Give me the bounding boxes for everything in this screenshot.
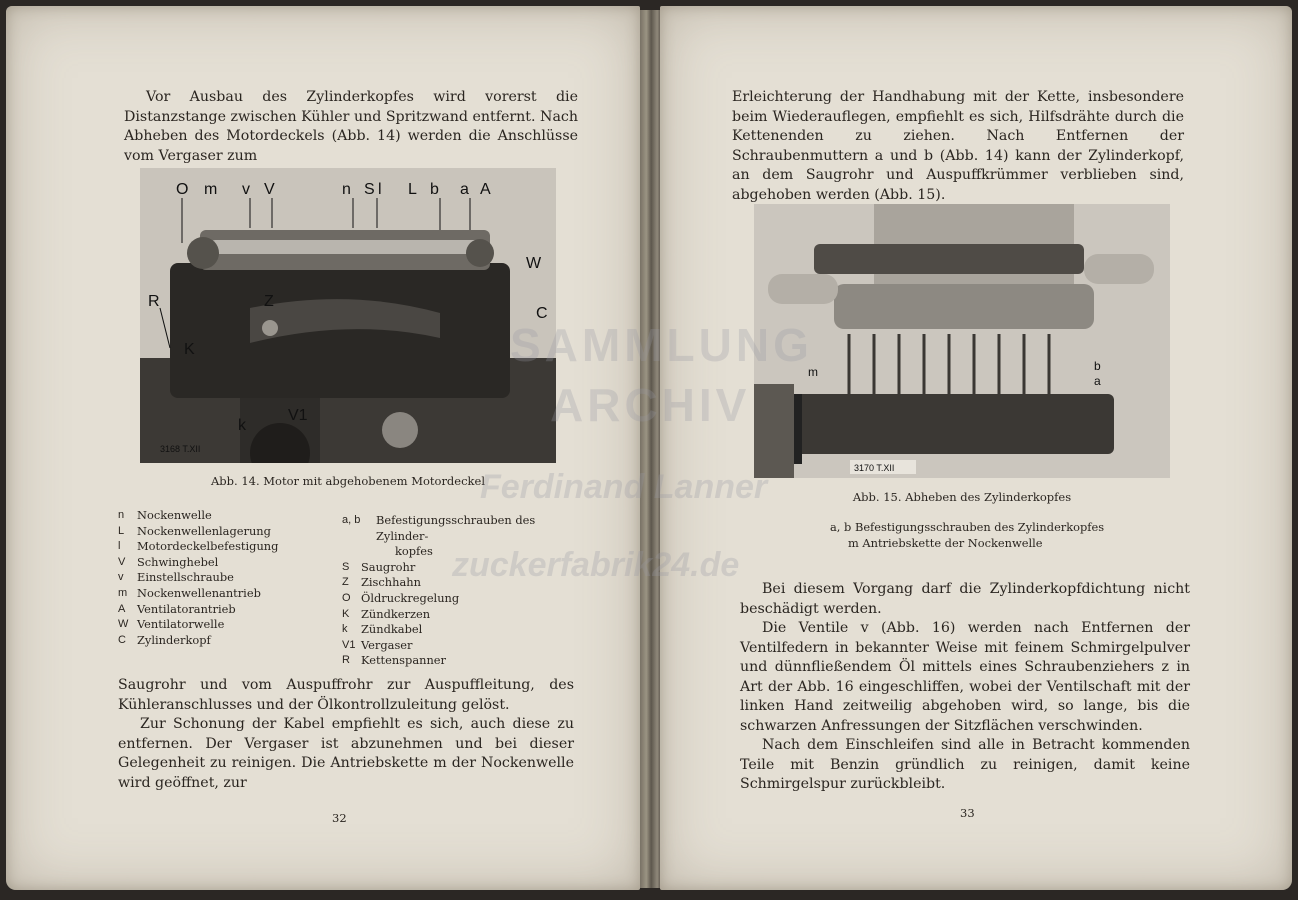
watermark-line-2: ARCHIV	[550, 379, 751, 431]
label-v: v	[242, 181, 250, 198]
legend-key: V1	[342, 638, 356, 651]
cylinder-head-illustration	[754, 204, 1170, 478]
legend-text: Motordeckelbefestigung	[137, 539, 279, 554]
legend-key: L	[118, 524, 125, 537]
label-m: m	[808, 365, 818, 379]
legend-item	[118, 617, 318, 633]
legend-key: m	[118, 586, 128, 599]
legend-key: C	[118, 633, 126, 646]
engine-photo	[140, 168, 556, 463]
legend-item	[118, 586, 318, 602]
legend-text: Ventilatorwelle	[137, 617, 225, 632]
label-b: b	[1094, 359, 1101, 373]
legend-text: Öldruckregelung	[361, 590, 460, 605]
watermark-line-4: zuckerfabrik24.de	[452, 546, 740, 584]
label-k: k	[238, 417, 246, 434]
right-page	[660, 6, 1292, 890]
legend-key: K	[342, 607, 350, 620]
label-a: a	[460, 181, 469, 198]
label-a: a	[1094, 374, 1101, 388]
legend-item	[118, 508, 318, 524]
left-paragraph-1: Vor Ausbau des Zylinderkopfes wird vorerst die Distanzstange zwischen Kühler und Spritzwand entfernt. Nach Abheben des Motordeckels (Abb. 14) werden die Anschlüsse vom Vergaser zum	[124, 89, 578, 164]
legend-text: Zylinderkopf	[137, 632, 211, 647]
legend-key: A	[118, 602, 126, 615]
legend-item	[118, 602, 318, 618]
figure-14-caption: Abb. 14. Motor mit abgehobenem Motordeckel	[211, 474, 485, 488]
right-paragraph-1: Erleichterung der Handhabung mit der Kette, insbesondere beim Wiederauflegen, empfiehlt es sich, Hilfsdrähte durch die Kettenenden zu ziehen. Nach Entfernen der Schraubenmuttern a und b (Abb. 14) kann der Zylinderkopf, an dem Saugrohr und Auspuffkrümmer verblieben sind, abgehoben werden (Abb. 15).	[732, 89, 1184, 203]
legend-key: a, b	[342, 514, 361, 526]
legend-text: Zündkabel	[361, 622, 423, 637]
legend-item	[342, 653, 582, 669]
legend-text: kopfes	[395, 544, 433, 559]
legend-item	[118, 570, 318, 586]
legend-key: Z	[342, 576, 349, 589]
legend-key: l	[118, 540, 121, 553]
label-Z: Z	[264, 293, 274, 310]
legend-key	[342, 544, 361, 560]
cylinder-head-photo	[754, 204, 1170, 478]
legend-text: Vergaser	[361, 637, 413, 652]
legend-text: Nockenwelle	[137, 508, 212, 522]
legend-key: V	[118, 555, 126, 568]
legend-key: O	[342, 591, 351, 604]
watermark-line-3: Ferdinand Lanner	[480, 468, 768, 506]
label-R: R	[148, 293, 160, 310]
watermark-line-1: SAMMLUNG	[510, 319, 813, 371]
legend-key: R	[342, 654, 350, 667]
legend-text: Zischhahn	[361, 575, 421, 590]
label-A: A	[480, 181, 491, 198]
legend-item	[118, 524, 318, 540]
legend-text: Ventilatorantrieb	[137, 601, 236, 616]
left-paragraph-3: Zur Schonung der Kabel empfiehlt es sich, auch diese zu entfernen. Der Vergaser ist abzunehmen und bei dieser Gelegenheit zu reinigen. Die Antriebskette m der Nockenwelle wird geöffnet, zur	[118, 716, 574, 791]
label-m: m	[204, 181, 218, 198]
legend-item	[118, 539, 318, 555]
label-K: K	[184, 341, 195, 358]
legend-text: Saugrohr	[361, 559, 416, 574]
legend-item	[342, 622, 582, 638]
legend-item	[118, 555, 318, 571]
legend-text: Einstellschraube	[137, 570, 234, 585]
figure-15-caption: Abb. 15. Abheben des Zylinderkopfes	[852, 490, 1072, 504]
left-paragraph-2: Saugrohr und vom Auspuffrohr zur Auspuffleitung, des Kühleranschlusses und der Ölkontrollzuleitung gelöst.	[118, 677, 574, 713]
label-n: n	[342, 181, 351, 198]
legend-text: Zündkerzen	[361, 606, 431, 621]
label-C: C	[536, 305, 548, 322]
right-paragraph-2: Bei diesem Vorgang darf die Zylinderkopfdichtung nicht beschädigt werden.	[740, 581, 1190, 617]
legend-key: k	[342, 623, 348, 636]
legend-item	[342, 591, 582, 607]
legend-text: Kettenspanner	[361, 653, 446, 668]
label-V1: V1	[288, 407, 308, 424]
legend-item	[342, 607, 582, 623]
page-number-right: 33	[960, 806, 975, 820]
legend-item	[342, 513, 582, 544]
legend-item	[118, 633, 318, 649]
left-page	[6, 6, 640, 890]
engine-illustration	[140, 168, 556, 463]
legend-key: n	[118, 509, 125, 521]
plate-number: 3168 T.XII	[160, 444, 201, 454]
label-b: b	[430, 181, 439, 198]
legend-line: a, b Befestigungsschrauben des Zylinderkopfes	[830, 520, 1105, 534]
label-l: l	[378, 181, 382, 198]
legend-key: W	[118, 618, 129, 631]
label-O: O	[176, 181, 189, 198]
right-paragraph-3: Die Ventile v (Abb. 16) werden nach Entfernen der Ventilfedern in bekannter Weise mit feinem Schmirgelpulver und dünnfließendem Öl mittels eines Schraubenziehers z in Art der Abb. 16 eingeschliffen, wobei der Ventilschaft mit der linken Hand zeitweilig abgehoben wird, so lange, bis die schwarzen Anfressungen der Sitzflächen verschwinden.	[740, 620, 1190, 734]
legend-right	[342, 513, 582, 669]
legend-text: Nockenwellenlagerung	[137, 523, 271, 538]
legend-line: m Antriebskette der Nockenwelle	[848, 535, 1043, 550]
plate-number: 3170 T.XII	[854, 463, 895, 473]
book-spine	[638, 10, 662, 888]
label-V: V	[264, 181, 275, 198]
label-L: L	[408, 181, 417, 198]
legend-left	[118, 508, 318, 648]
label-W: W	[526, 255, 542, 272]
label-S: S	[364, 181, 375, 198]
legend-key: S	[342, 560, 350, 573]
legend-key: v	[118, 571, 124, 584]
legend-text: Nockenwellenantrieb	[137, 585, 261, 600]
legend-text: Schwinghebel	[137, 554, 219, 569]
page-number-left: 32	[332, 811, 347, 825]
legend-item	[342, 638, 582, 654]
right-paragraph-4: Nach dem Einschleifen sind alle in Betracht kommenden Teile mit Benzin gründlich zu reinigen, damit keine Schmirgelspur zurückbleibt.	[740, 737, 1190, 793]
legend-text: Befestigungsschrauben des Zylinder-	[376, 513, 536, 543]
figure-15-legend	[830, 520, 1160, 551]
